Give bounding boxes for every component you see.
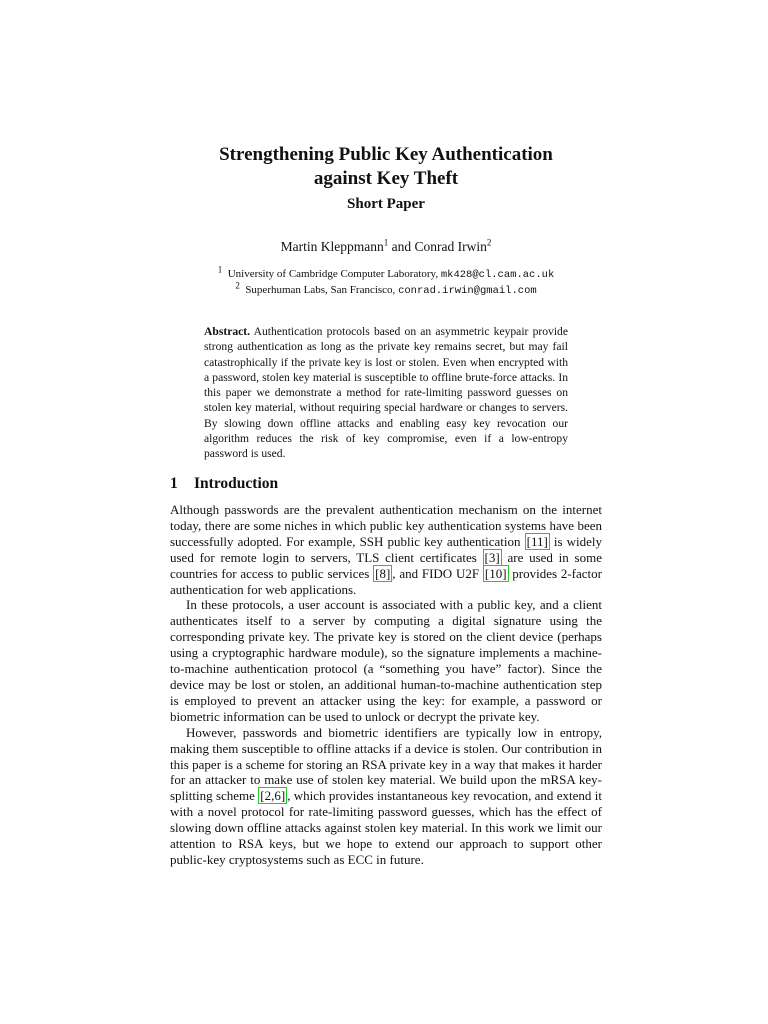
author-list bbox=[170, 238, 602, 256]
abstract-label: Abstract. bbox=[204, 325, 251, 338]
paragraph-text: , and FIDO U2F bbox=[392, 565, 483, 581]
section-heading bbox=[170, 474, 278, 494]
paper-title bbox=[170, 143, 602, 191]
affiliation-text: University of Cambridge Computer Laboratory, bbox=[227, 268, 441, 280]
citation-link[interactable]: [10] bbox=[484, 565, 507, 581]
citation-link[interactable]: [3] bbox=[484, 549, 500, 565]
affiliation-number: 1 bbox=[217, 264, 223, 275]
paragraph-3 bbox=[170, 725, 602, 868]
affiliation-mark: 2 bbox=[486, 237, 492, 248]
section-title: Introduction bbox=[194, 475, 279, 492]
citation-link[interactable]: [11] bbox=[526, 533, 548, 549]
citation-link[interactable]: [2,6] bbox=[260, 788, 286, 804]
paragraph-text: is widely used for remote login to servers, TLS client certificates bbox=[170, 533, 602, 565]
affiliation-text: Superhuman Labs, San Francisco, bbox=[245, 284, 399, 296]
paragraph-1 bbox=[170, 502, 602, 597]
title-line-1: Strengthening Public Key Authentication bbox=[219, 144, 553, 165]
author-name: Martin Kleppmann bbox=[280, 239, 384, 254]
author-email: conrad.irwin@gmail.com bbox=[398, 285, 537, 297]
paragraph-text: provides 2-factor authentication for web applications. bbox=[170, 565, 602, 597]
paragraph-text: , which provides instantaneous key revocation, and extend it with a novel protocol for rate-limiting password guesses, which has the effect of slowing down offline attacks against stolen key material. In this work we limit our attention to RSA keys, but we hope to extend our approach to support other public-key cryptosystems such as ECC in future. bbox=[170, 788, 602, 867]
abstract-text: Authentication protocols based on an asymmetric keypair provide strong authentication as long as the private key remains secret, but may fail catastrophically if the private key is lost or stolen. Even when encrypted with a password, stolen key material is susceptible to offline brute-force attacks. In this paper we demonstrate a method for rate-limiting password guesses on stolen key material, without requiring special hardware or changes to servers. By slowing down offline attacks and enabling easy key revocation our algorithm reduces the risk of key compromise, even if a low-entropy password is used. bbox=[204, 325, 568, 461]
abstract bbox=[204, 324, 568, 462]
paragraph-text: However, passwords and biometric identifiers are typically low in entropy, making them susceptible to offline attacks if a device is stolen. Our contribution in this paper is a scheme for storing an RSA private key in a way that makes it harder for an attacker to make use of stolen key material. We build upon the mRSA key-splitting scheme bbox=[170, 724, 602, 804]
affiliation-mark: 1 bbox=[383, 237, 389, 248]
section-number: 1 bbox=[170, 475, 178, 492]
author-separator: and bbox=[388, 239, 415, 254]
paragraph-2: In these protocols, a user account is associated with a public key, and a client authenticates itself to a server by computing a digital signature using the corresponding private key. The private key is stored on the client device (perhaps using a cryptographic hardware module), so the signature implements a machine-to-machine authentication protocol (a “something you have” factor). Since the device may be lost or stolen, an additional human-to-machine authentication step is employed to prevent an attacker using the key: for example, a password or biometric information can be used to unlock or decrypt the private key. bbox=[170, 597, 602, 724]
affiliation-2 bbox=[170, 280, 602, 299]
author-email: mk428@cl.cam.ac.uk bbox=[440, 269, 555, 281]
paragraph-text: are used in some countries for access to public services bbox=[170, 549, 602, 581]
citation-link[interactable]: [8] bbox=[375, 565, 391, 581]
affiliation-number: 2 bbox=[235, 280, 240, 291]
paper-subtitle: Short Paper bbox=[347, 196, 425, 212]
title-line-2: against Key Theft bbox=[313, 168, 459, 189]
paragraph-text: Although passwords are the prevalent authentication mechanism on the internet today, there are some niches in which public key authentication systems have been successfully adopted. For example, SSH public key authentication bbox=[170, 502, 602, 549]
section-body bbox=[170, 502, 602, 868]
author-name: Conrad Irwin bbox=[414, 239, 487, 254]
